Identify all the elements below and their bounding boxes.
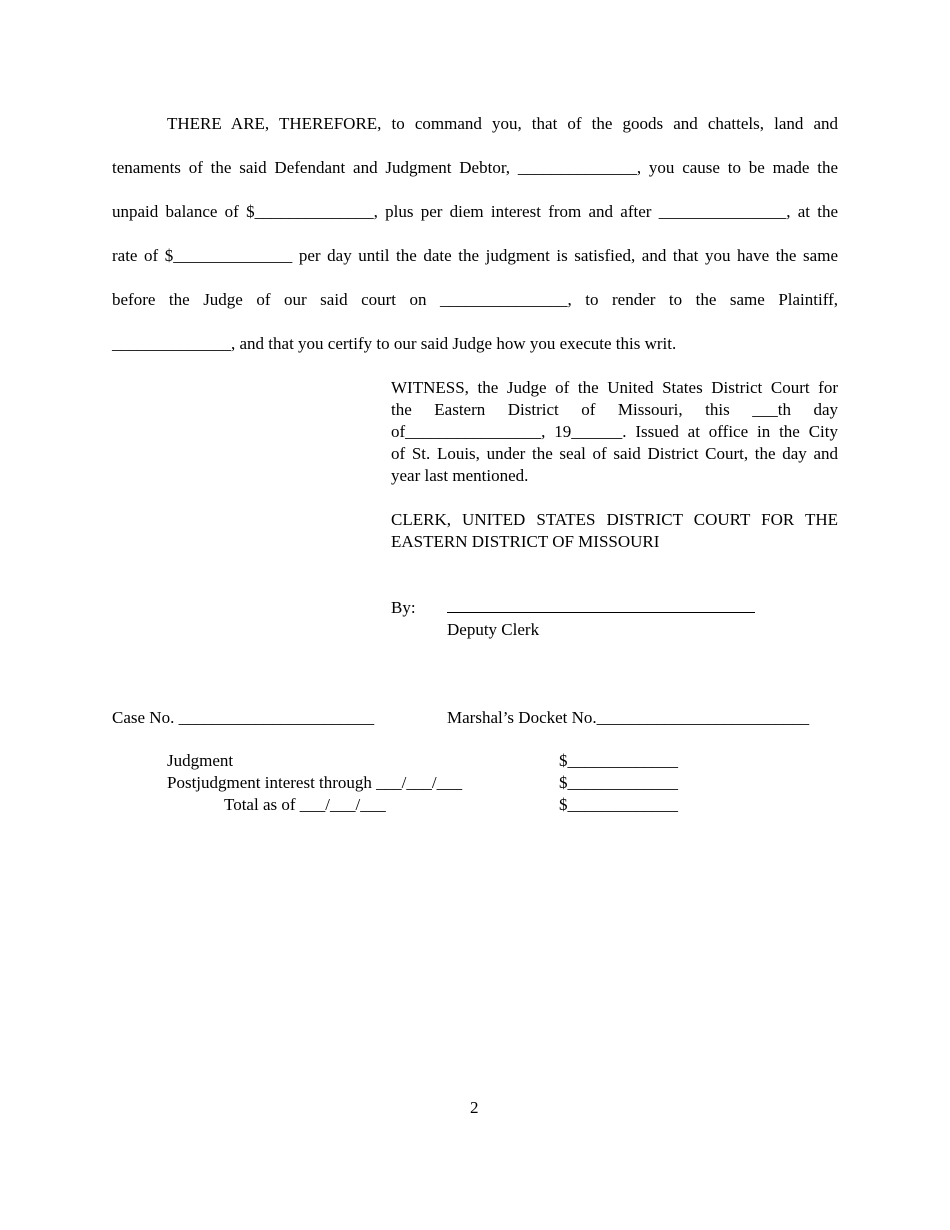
deputy-clerk-label: Deputy Clerk	[447, 620, 540, 639]
case-number-field[interactable]: Case No. _______________________	[112, 708, 375, 727]
witness-line: of________________, 19______. Issued at office in the City	[391, 422, 838, 441]
amount-value-judgment[interactable]: $_____________	[559, 751, 678, 770]
signature-line[interactable]	[447, 612, 755, 613]
writ-line-1: THERE ARE, THEREFORE, to command you, that of the goods and chattels, land and	[167, 114, 838, 133]
clerk-block	[391, 509, 838, 553]
amount-label-interest: Postjudgment interest through ___/___/___	[167, 773, 463, 792]
amount-label-total: Total as of ___/___/___	[224, 795, 386, 814]
witness-line: the Eastern District of Missouri, this ___th day	[391, 400, 838, 419]
witness-line: of St. Louis, under the seal of said District Court, the day and	[391, 444, 838, 463]
marshal-docket-field[interactable]: Marshal’s Docket No._________________________	[447, 708, 810, 727]
writ-line-3: unpaid balance of $______________, plus per diem interest from and after _______________, at the	[112, 202, 838, 221]
amount-label-judgment: Judgment	[167, 751, 234, 770]
witness-line: WITNESS, the Judge of the United States District Court for	[391, 378, 838, 397]
writ-line-5: before the Judge of our said court on _______________, to render to the same Plaintiff,	[112, 290, 838, 309]
page-number: 2	[470, 1098, 479, 1117]
writ-line-6: ______________, and that you certify to our said Judge how you execute this writ.	[112, 334, 677, 353]
writ-line-4: rate of $______________ per day until the date the judgment is satisfied, and that you have the same	[112, 246, 838, 265]
witness-line: year last mentioned.	[391, 466, 529, 485]
clerk-line-2: EASTERN DISTRICT OF MISSOURI	[391, 532, 660, 551]
clerk-line-1: CLERK, UNITED STATES DISTRICT COURT FOR THE	[391, 510, 838, 529]
amount-value-interest[interactable]: $_____________	[559, 773, 678, 792]
by-label: By:	[391, 598, 416, 617]
writ-line-2: tenaments of the said Defendant and Judgment Debtor, ______________, you cause to be made the	[112, 158, 838, 177]
witness-block	[391, 377, 838, 487]
amount-value-total[interactable]: $_____________	[559, 795, 678, 814]
